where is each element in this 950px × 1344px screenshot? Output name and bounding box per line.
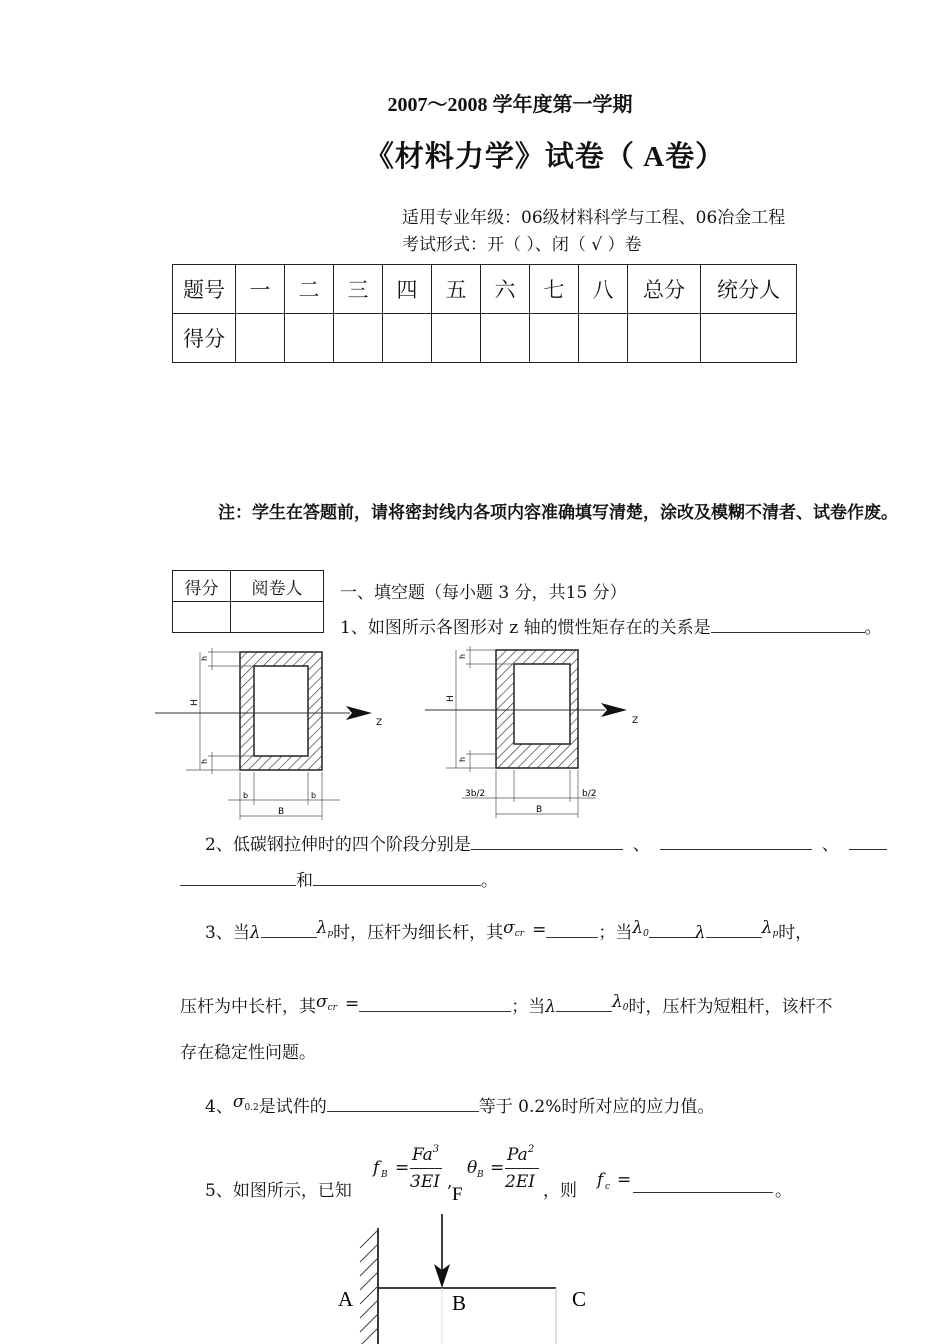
q5-den2: 2EI bbox=[505, 1172, 535, 1192]
q3-blank-4[interactable] bbox=[706, 923, 762, 938]
score-table-cell: 六 bbox=[481, 265, 530, 314]
q4-sigma-sub: 0.2 bbox=[244, 1103, 259, 1113]
q5-fB-sub: B bbox=[381, 1170, 388, 1180]
score-input-cell[interactable] bbox=[432, 314, 481, 363]
section1-heading: 一、填空题（每小题 3 分，共15 分） bbox=[340, 583, 627, 603]
left-b-label-right: b bbox=[311, 791, 317, 800]
q5-den1: 3EI bbox=[410, 1172, 440, 1192]
q5-thetaB-sub: B bbox=[477, 1170, 484, 1180]
score-input-cell[interactable] bbox=[383, 314, 432, 363]
q2-end: 。 bbox=[481, 871, 498, 891]
q3-text-3: 时， bbox=[778, 923, 813, 943]
q2-blank-3b[interactable] bbox=[180, 871, 296, 886]
q2-blank-1[interactable] bbox=[471, 835, 623, 850]
q5-label-C: C bbox=[572, 1287, 587, 1311]
score-table-cell: 八 bbox=[579, 265, 628, 314]
question-2-line2 bbox=[180, 866, 498, 891]
grader-score-cell[interactable] bbox=[173, 602, 231, 633]
q5-label-A: A bbox=[338, 1287, 354, 1311]
q3-lambda-p-2: λ bbox=[761, 918, 773, 938]
score-input-cell[interactable] bbox=[701, 314, 797, 363]
q3-blank-1[interactable] bbox=[261, 923, 317, 938]
q5-then: ，则 bbox=[543, 1181, 577, 1201]
q2-blank-4[interactable] bbox=[313, 871, 481, 886]
score-table-cell: 二 bbox=[285, 265, 334, 314]
q3-p-sub-2: p bbox=[772, 929, 779, 939]
q3-zero-sub-2: 0 bbox=[622, 1003, 629, 1013]
q5-fc-sub: c bbox=[605, 1182, 611, 1192]
q3-prefix: 3、当 bbox=[205, 923, 250, 943]
q4-text: 是试件的 bbox=[258, 1097, 327, 1117]
q5-num2 bbox=[507, 1144, 534, 1165]
q5-num2-sup: 2 bbox=[527, 1144, 535, 1155]
q5-blank[interactable] bbox=[633, 1178, 773, 1193]
score-input-cell[interactable] bbox=[530, 314, 579, 363]
score-input-cell[interactable] bbox=[628, 314, 701, 363]
grader-name-cell[interactable] bbox=[231, 602, 324, 633]
q2-text: 2、低碳钢拉伸时的四个阶段分别是 bbox=[205, 835, 471, 855]
q3-text-1: 时，压杆为细长杆，其 bbox=[333, 923, 504, 943]
semester-heading: 2007～2008 学年度第一学期 bbox=[387, 94, 633, 116]
q5-wall-hatch bbox=[360, 1230, 378, 1344]
score-table bbox=[172, 264, 797, 363]
score-table-cell: 统分人 bbox=[701, 265, 797, 314]
q5-comma: , bbox=[447, 1172, 453, 1192]
left-H-label: H bbox=[190, 699, 200, 706]
right-channel-section bbox=[425, 646, 638, 818]
question-4 bbox=[205, 1092, 714, 1117]
q5-fB: f bbox=[373, 1158, 380, 1178]
q5-end: 。 bbox=[775, 1181, 792, 1201]
score-input-cell[interactable] bbox=[236, 314, 285, 363]
score-table-cell: 四 bbox=[383, 265, 432, 314]
score-table-cell: 七 bbox=[530, 265, 579, 314]
q5-cantilever-figure bbox=[330, 1178, 610, 1344]
left-z-label: Z bbox=[376, 718, 383, 728]
q1-blank[interactable] bbox=[711, 618, 865, 633]
q3-lambda-mid: λ bbox=[694, 923, 706, 943]
q1-cross-section-figure bbox=[150, 640, 640, 825]
question-2-line1 bbox=[205, 830, 887, 855]
q3-sigma-2: σ bbox=[316, 992, 328, 1012]
right-b2-label: b/2 bbox=[582, 789, 597, 799]
left-b-label: b bbox=[243, 791, 249, 800]
score-table-cell: 五 bbox=[432, 265, 481, 314]
left-h-bottom-label: h bbox=[200, 758, 209, 764]
score-table-cell: 一 bbox=[236, 265, 285, 314]
score-input-cell[interactable] bbox=[481, 314, 530, 363]
q2-sep-1: 、 bbox=[632, 835, 650, 855]
q3-blank-3[interactable] bbox=[649, 923, 695, 938]
score-table-score-row bbox=[173, 314, 797, 363]
left-B-label: B bbox=[278, 807, 285, 817]
q2-and: 和 bbox=[296, 871, 313, 891]
right-h-top-label: h bbox=[458, 653, 467, 659]
grader-table bbox=[172, 570, 324, 633]
score-input-cell[interactable] bbox=[334, 314, 383, 363]
q4-prefix: 4、 bbox=[205, 1097, 233, 1117]
score-table-cell: 题号 bbox=[173, 265, 236, 314]
question-1 bbox=[340, 613, 882, 638]
q4-sigma: σ bbox=[232, 1092, 245, 1112]
q3-lambda-0: λ bbox=[632, 918, 644, 938]
q3-zero-sub: 0 bbox=[643, 929, 649, 939]
q5-prefix: 5、如图所示，已知 bbox=[205, 1181, 352, 1201]
q3-eq: = bbox=[532, 920, 547, 940]
score-input-cell[interactable] bbox=[579, 314, 628, 363]
score-table-cell: 三 bbox=[334, 265, 383, 314]
q5-eq-2: = bbox=[490, 1158, 505, 1178]
right-H-label: H bbox=[446, 695, 456, 702]
left-box-section bbox=[155, 648, 382, 820]
q2-blank-2[interactable] bbox=[660, 835, 812, 850]
q2-sep-2: 、 bbox=[821, 835, 839, 855]
major-line: 适用专业年级：06级材料科学与工程、06冶金工程 bbox=[402, 208, 786, 228]
q5-thetaB: θ bbox=[467, 1158, 478, 1178]
q3-line2-text: 压杆为中长杆，其 bbox=[180, 997, 316, 1017]
q5-num1-sup: 3 bbox=[432, 1144, 440, 1155]
q5-fc: f bbox=[597, 1170, 604, 1190]
q3-blank-5[interactable] bbox=[359, 997, 511, 1012]
q1-text: 1、如图所示各图形对 z 轴的惯性矩存在的关系是 bbox=[340, 618, 711, 638]
q5-fraction-bar-2 bbox=[505, 1168, 539, 1169]
right-z-label: Z bbox=[632, 716, 639, 726]
q5-fraction-bar-1 bbox=[410, 1168, 442, 1169]
right-B-label: B bbox=[536, 805, 543, 815]
score-row-label: 得分 bbox=[173, 314, 236, 363]
q3-line2-text-b: ；当 bbox=[511, 997, 546, 1017]
q3-text-2: ；当 bbox=[598, 923, 633, 943]
exam-notice: 注：学生在答题前，请将密封线内各项内容准确填写清楚，涂改及模糊不清者、试卷作废。 bbox=[218, 503, 898, 523]
exam-form-line: 考试形式：开（ ）、闭（ √ ）卷 bbox=[402, 235, 642, 255]
left-h-top-label: h bbox=[200, 655, 209, 661]
q3-p-sub: p bbox=[327, 929, 334, 939]
right-h-bottom-label: h bbox=[458, 756, 467, 762]
grader-score-label: 得分 bbox=[173, 571, 231, 602]
score-table-header-row bbox=[173, 265, 797, 314]
q4-text-2: 等于 0.2%时所对应的应力值。 bbox=[478, 1097, 715, 1117]
q5-num1-text: Fa bbox=[412, 1145, 433, 1165]
q3-cr-sub: cr bbox=[514, 929, 525, 939]
q5-eq-3: = bbox=[617, 1170, 632, 1190]
q3-blank-6[interactable] bbox=[556, 997, 612, 1012]
q3-blank-2[interactable] bbox=[546, 923, 598, 938]
q3-cr-sub-2: cr bbox=[327, 1003, 337, 1013]
q2-blank-3a[interactable] bbox=[849, 835, 887, 850]
question-3-line2 bbox=[180, 992, 833, 1017]
q3-lambda-p: λ bbox=[316, 918, 328, 938]
q3-sigma: σ bbox=[503, 918, 515, 938]
question-3-line3: 存在稳定性问题。 bbox=[180, 1043, 316, 1063]
q3-lambda-3: λ bbox=[545, 997, 556, 1017]
exam-title: 《材料力学》试卷（ A卷） bbox=[364, 141, 726, 173]
q5-num2-text: Pa bbox=[507, 1145, 528, 1165]
q3-eq-2: = bbox=[344, 994, 360, 1014]
q5-eq-1: = bbox=[395, 1158, 410, 1178]
q3-lambda: λ bbox=[249, 923, 261, 943]
q4-blank[interactable] bbox=[327, 1097, 479, 1112]
q5-label-B: B bbox=[452, 1291, 467, 1315]
q5-force-label: F bbox=[452, 1184, 463, 1205]
q1-end: 。 bbox=[864, 618, 882, 638]
grader-name-label: 阅卷人 bbox=[231, 571, 324, 602]
question-3-line1 bbox=[205, 918, 812, 943]
q5-num1 bbox=[412, 1144, 439, 1165]
q3-line2-text-c: 时，压杆为短粗杆，该杆不 bbox=[628, 997, 833, 1017]
q3-lambda-0-2: λ bbox=[611, 992, 623, 1012]
score-table-cell: 总分 bbox=[628, 265, 701, 314]
score-input-cell[interactable] bbox=[285, 314, 334, 363]
right-3b2-label: 3b/2 bbox=[465, 789, 486, 799]
